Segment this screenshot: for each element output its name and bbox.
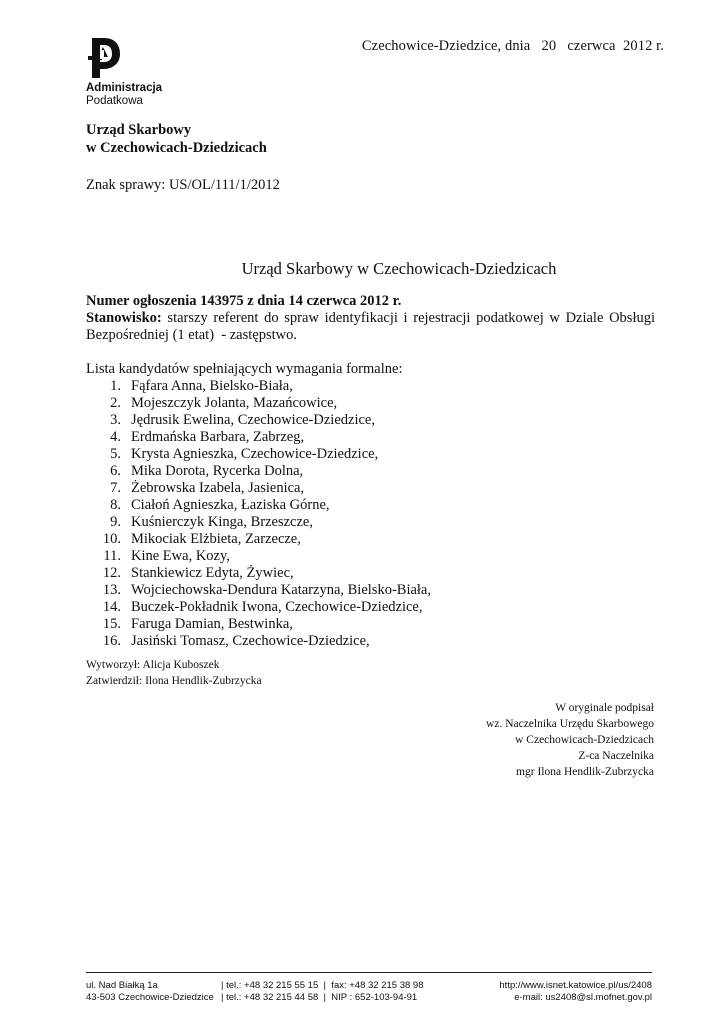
issuing-office bbox=[86, 121, 267, 157]
case-reference: Znak sprawy: US/OL/111/1/2012 bbox=[86, 177, 280, 193]
candidate-name: Kuśnierczyk Kinga, Brzeszcze, bbox=[131, 514, 313, 530]
candidate-name: Mika Dorota, Rycerka Dolna, bbox=[131, 463, 304, 479]
candidate-name: Stankiewicz Edyta, Żywiec, bbox=[131, 565, 294, 581]
position-text: starszy referent do spraw identyfikacji i rejestracji podatkowej w Dziale Obsługi Bezpośredniej (1 etat) - zastępstwo. bbox=[86, 310, 659, 343]
announcement-details bbox=[86, 293, 659, 344]
candidate-item bbox=[86, 633, 431, 650]
candidate-item bbox=[86, 565, 431, 582]
footer-phone-fax: | tel.: +48 32 215 55 15 | fax: +48 32 215 38 98 bbox=[221, 980, 424, 991]
candidate-number: 15. bbox=[102, 616, 121, 632]
candidate-item bbox=[86, 446, 431, 463]
candidate-list bbox=[86, 378, 431, 650]
candidate-item bbox=[86, 480, 431, 497]
candidate-number: 9. bbox=[110, 514, 121, 530]
candidate-item bbox=[86, 582, 431, 599]
office-name-line1: Urząd Skarbowy bbox=[86, 122, 192, 138]
candidate-number: 3. bbox=[110, 412, 121, 428]
candidate-number: 6. bbox=[110, 463, 121, 479]
position-description bbox=[86, 310, 659, 344]
signature-line5: mgr Ilona Hendlik-Zubrzycka bbox=[516, 766, 654, 778]
candidate-item bbox=[86, 463, 431, 480]
candidate-list-title: Lista kandydatów spełniających wymagania formalne: bbox=[86, 361, 403, 377]
candidate-item bbox=[86, 548, 431, 565]
footer-city: 43-503 Czechowice-Dziedzice bbox=[86, 992, 214, 1003]
document-date: Czechowice-Dziedzice, dnia 20 czerwca 2012 r. bbox=[361, 38, 664, 54]
footer-contact bbox=[221, 980, 423, 1004]
candidate-number: 13. bbox=[102, 582, 121, 598]
footer-online bbox=[499, 980, 652, 1004]
candidate-item bbox=[86, 378, 431, 395]
candidate-number: 5. bbox=[110, 446, 121, 462]
candidate-item bbox=[86, 616, 431, 633]
candidate-number: 11. bbox=[103, 548, 121, 564]
footer-address bbox=[86, 980, 214, 1004]
candidate-name: Erdmańska Barbara, Zabrzeg, bbox=[131, 429, 305, 445]
candidate-number: 10. bbox=[102, 531, 121, 547]
candidate-name: Mikociak Elżbieta, Zarzecze, bbox=[131, 531, 301, 547]
candidate-name: Jasiński Tomasz, Czechowice-Dziedzice, bbox=[131, 633, 370, 649]
candidate-item bbox=[86, 599, 431, 616]
document-heading: Urząd Skarbowy w Czechowicach-Dziedzicach bbox=[241, 259, 557, 278]
candidate-name: Ciałoń Agnieszka, Łaziska Górne, bbox=[131, 497, 330, 513]
footer-email-link[interactable]: e-mail: us2408@sl.mofnet.gov.pl bbox=[514, 992, 652, 1003]
signature-line1: W oryginale podpisał bbox=[555, 702, 654, 714]
tax-administration-logo bbox=[86, 36, 186, 108]
office-name-line2: w Czechowicach-Dziedzicach bbox=[86, 140, 267, 156]
candidate-number: 2. bbox=[110, 395, 121, 411]
candidate-number: 8. bbox=[110, 497, 121, 513]
candidate-number: 4. bbox=[110, 429, 121, 445]
candidate-item bbox=[86, 429, 431, 446]
candidate-name: Krysta Agnieszka, Czechowice-Dziedzice, bbox=[131, 446, 379, 462]
signature-line3: w Czechowicach-Dziedzicach bbox=[515, 734, 654, 746]
candidate-name: Buczek-Pokładnik Iwona, Czechowice-Dziedzice, bbox=[131, 599, 423, 615]
footer-website-link[interactable]: http://www.isnet.katowice.pl/us/2408 bbox=[499, 980, 652, 991]
candidate-name: Mojeszczyk Jolanta, Mazańcowice, bbox=[131, 395, 338, 411]
candidate-number: 14. bbox=[102, 599, 121, 615]
logo-text-line2: Podatkowa bbox=[86, 95, 143, 107]
announcement-number: Numer ogłoszenia 143975 z dnia 14 czerwca 2012 r. bbox=[86, 293, 402, 309]
candidate-name: Jędrusik Ewelina, Czechowice-Dziedzice, bbox=[131, 412, 375, 428]
footer-phone-nip: | tel.: +48 32 215 44 58 | NIP : 652-103-94-91 bbox=[221, 992, 418, 1003]
candidate-number: 1. bbox=[110, 378, 121, 394]
signature-line2: wz. Naczelnika Urzędu Skarbowego bbox=[486, 718, 654, 730]
logo-text-line1: Administracja bbox=[86, 82, 163, 94]
tax-administration-emblem-icon bbox=[86, 36, 122, 80]
candidate-name: Kine Ewa, Kozy, bbox=[131, 548, 230, 564]
document-authors bbox=[86, 657, 262, 689]
candidate-item bbox=[86, 395, 431, 412]
candidate-name: Wojciechowska-Dendura Katarzyna, Bielsko-Biała, bbox=[131, 582, 431, 598]
candidate-number: 7. bbox=[110, 480, 121, 496]
candidate-name: Fąfara Anna, Bielsko-Biała, bbox=[131, 378, 293, 394]
candidate-name: Faruga Damian, Bestwinka, bbox=[131, 616, 293, 632]
candidate-item bbox=[86, 412, 431, 429]
position-label: Stanowisko: bbox=[86, 310, 162, 326]
signature-line4: Z-ca Naczelnika bbox=[578, 750, 654, 762]
candidate-item bbox=[86, 531, 431, 548]
candidate-number: 16. bbox=[102, 633, 121, 649]
candidate-number: 12. bbox=[102, 565, 121, 581]
approved-by: Zatwierdził: Ilona Hendlik-Zubrzycka bbox=[86, 675, 262, 687]
candidate-name: Żebrowska Izabela, Jasienica, bbox=[131, 480, 305, 496]
footer-street: ul. Nad Białką 1a bbox=[86, 980, 158, 991]
signature-block bbox=[486, 700, 654, 780]
candidate-item bbox=[86, 514, 431, 531]
candidate-item bbox=[86, 497, 431, 514]
footer-divider bbox=[86, 972, 652, 973]
prepared-by: Wytworzył: Alicja Kuboszek bbox=[86, 659, 220, 671]
